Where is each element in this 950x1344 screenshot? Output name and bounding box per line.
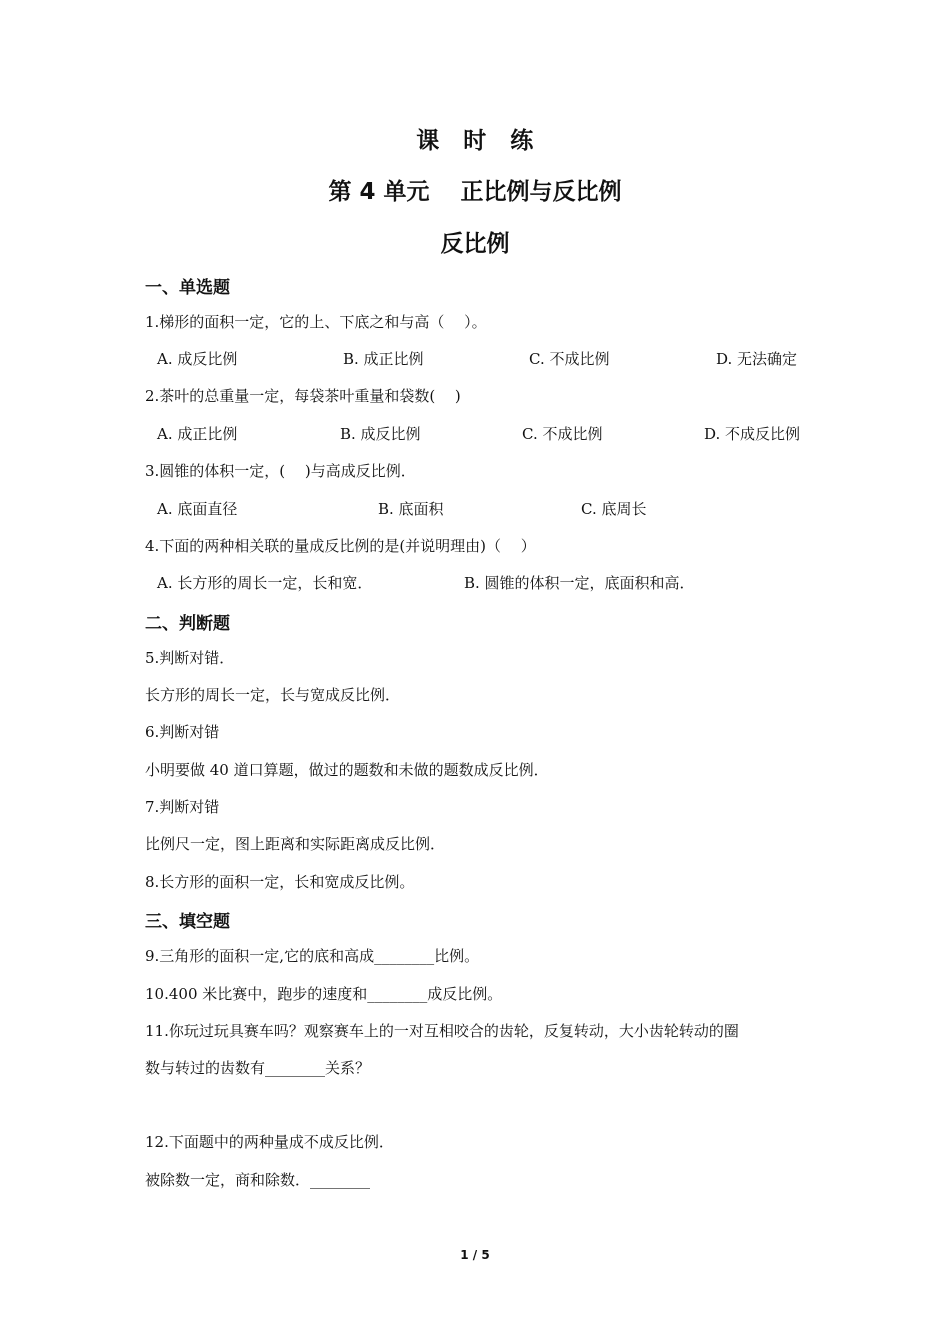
- q2-option-b: B. 成反比例: [340, 425, 421, 443]
- q3-option-c: C. 底周长: [581, 500, 647, 518]
- q1-option-a: A. 成反比例: [157, 350, 238, 368]
- topic-title: 反比例: [440, 231, 510, 257]
- q2-option-a: A. 成正比例: [157, 425, 238, 443]
- question-7: 7.判断对错: [145, 798, 220, 816]
- question-9: 9.三角形的面积一定,它的底和高成________比例。: [145, 947, 480, 965]
- question-3: 3.圆锥的体积一定，( )与高成反比例．: [145, 462, 416, 480]
- unit-title: 第 4 单元 正比例与反比例: [328, 179, 622, 205]
- question-6-body: 小明要做 40 道口算题，做过的题数和未做的题数成反比例．: [145, 761, 549, 779]
- question-5: 5.判断对错．: [145, 649, 235, 667]
- question-11-continued: 数与转过的齿数有________关系？: [145, 1059, 371, 1077]
- question-2: 2.茶叶的总重量一定，每袋茶叶重量和袋数( ): [145, 387, 461, 405]
- q2-option-d: D. 不成反比例: [704, 425, 801, 443]
- question-12-body: 被除数一定，商和除数．________: [145, 1171, 371, 1189]
- question-4: 4.下面的两种相关联的量成反比例的是(并说明理由)（ ）: [145, 537, 536, 555]
- page-number: 1 / 5: [460, 1248, 490, 1262]
- q4-option-b: B. 圆锥的体积一定，底面积和高．: [464, 574, 695, 592]
- document-title: 课 时 练: [416, 128, 534, 154]
- section-heading-single-choice: 一、单选题: [145, 278, 230, 298]
- q1-option-d: D. 无法确定: [716, 350, 798, 368]
- q1-option-c: C. 不成比例: [529, 350, 610, 368]
- question-12: 12.下面题中的两种量成不成反比例．: [145, 1133, 394, 1151]
- q4-option-a: A. 长方形的周长一定，长和宽．: [157, 574, 373, 592]
- question-10: 10.400 米比赛中，跑步的速度和________成反比例。: [145, 985, 503, 1003]
- question-8: 8.长方形的面积一定，长和宽成反比例。: [145, 873, 415, 891]
- question-7-body: 比例尺一定，图上距离和实际距离成反比例．: [145, 835, 446, 853]
- question-5-body: 长方形的周长一定，长与宽成反比例．: [145, 686, 401, 704]
- q3-option-b: B. 底面积: [378, 500, 444, 518]
- q1-option-b: B. 成正比例: [343, 350, 424, 368]
- q2-option-c: C. 不成比例: [522, 425, 603, 443]
- section-heading-fill-blank: 三、填空题: [145, 912, 230, 932]
- question-11: 11.你玩过玩具赛车吗？观察赛车上的一对互相咬合的齿轮，反复转动，大小齿轮转动的圈: [145, 1022, 739, 1040]
- question-1: 1.梯形的面积一定，它的上、下底之和与高（ ）。: [145, 313, 487, 331]
- q3-option-a: A. 底面直径: [157, 500, 238, 518]
- section-heading-true-false: 二、判断题: [145, 614, 230, 634]
- question-6: 6.判断对错: [145, 723, 220, 741]
